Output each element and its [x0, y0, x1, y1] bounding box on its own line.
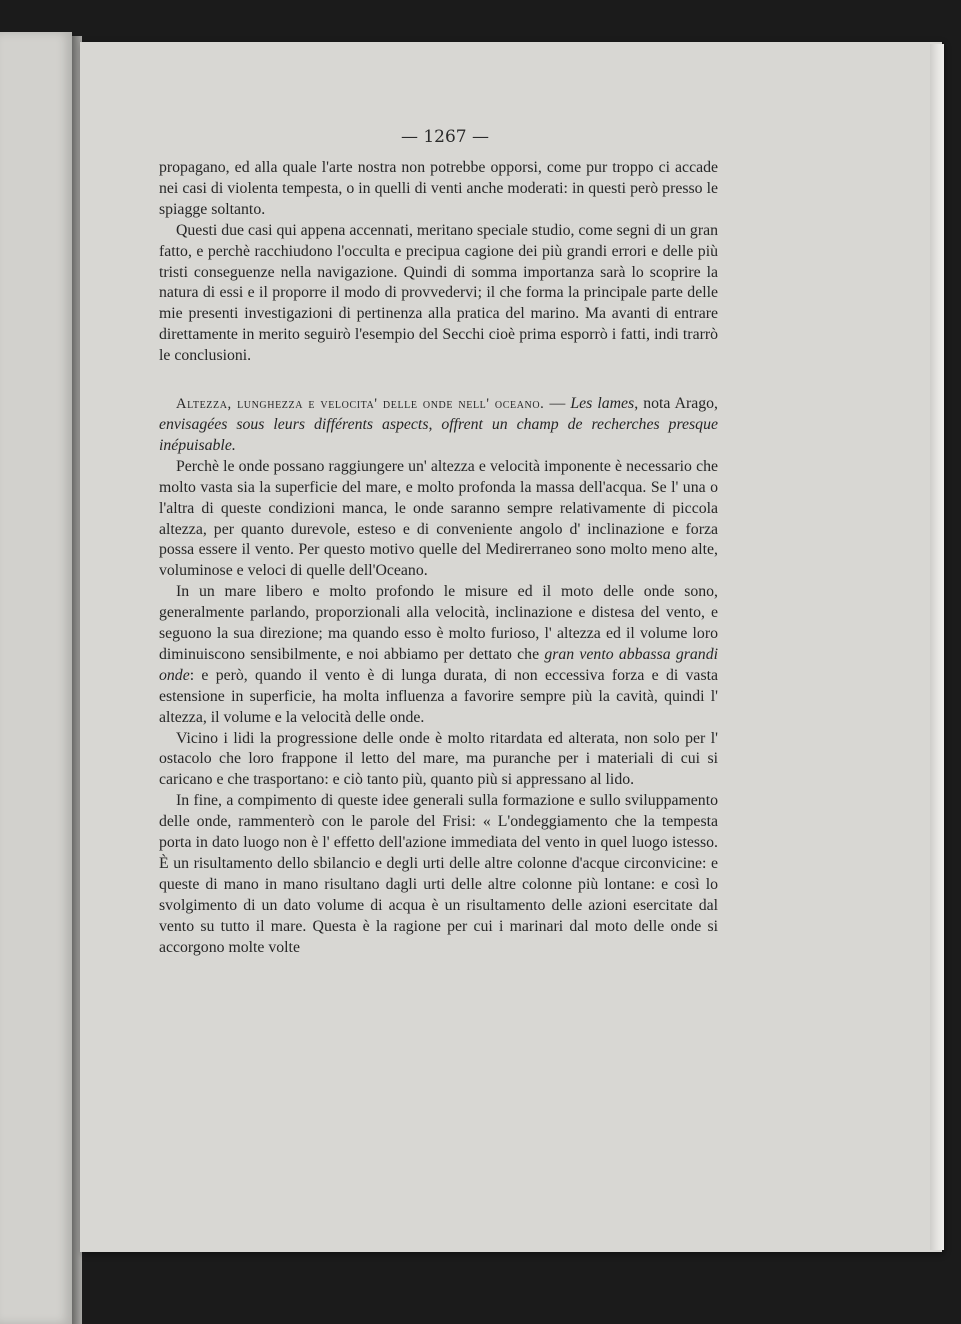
- paragraph-frisi-quote: In fine, a compimento di queste idee generali sulla formazione e sullo sviluppamento delle onde, rammenterò con le parole del Frisi: « L'ondeggiamento che la tempesta porta in dato luogo non è l' effetto dell'azione immediata del vento in quel luogo istesso. È un risultamento dello sbilancio e degli urti delle altre colonne d'acque circonvicine: e queste di mano in mano risultano dagli urti delle altre colonne più lontane: e così lo svolgimento di un dato volume di acqua è un risultamento delle azioni esercitate dal vento su tutto il mare. Questa è la ragione per cui i marinari dal moto delle onde si accorgono molte volte: [159, 792, 718, 956]
- arago-quote-end: envisagées sous leurs différents aspects, offrent un champ de recherches presque inépuisable.: [159, 415, 718, 454]
- open-sea-text-b: : e però, quando il vento è di lunga durata, di non eccessiva forza e di vasta estensione in superficie, ha molta influenza a favorire sempre più la cavità, quindi l' altezza, il volume e la velocità delle onde.: [159, 666, 718, 726]
- paragraph-continuation: propagano, ed alla quale l'arte nostra non potrebbe opporsi, come pur troppo ci accade nei casi di violenta tempesta, o in quelli di venti anche moderati: in questi però presso le spiagge soltanto.: [159, 159, 718, 218]
- paragraph-near-shore: Vicino i lidi la progressione delle onde è molto ritardata ed alterata, non solo per l' ostacolo che loro frappone il letto del mare, ma puranche per i materiali di cui si caricano e che trasportano: e ciò tanto più, quanto più si appressano al lido.: [159, 729, 718, 789]
- paragraph-open-sea: [159, 582, 718, 728]
- proverb-italic: gran vento abbassa grandi onde: [159, 645, 718, 684]
- section-spacer: [159, 367, 718, 394]
- section-heading-paragraph: [159, 394, 718, 457]
- paragraph-wave-height: Perchè le onde possano raggiungere un' altezza e velocità imponente è necessario che molto vasta sia la superficie del mare, e molto profonda la massa dell'acqua. Se l' una o l'altra di queste condizioni manca, le onde saranno sempre relativamente di piccola altezza, per quanto durevole, esteso e di conveniente angolo d' inclinazione e forza possa essere il vento. Per questo motivo quelle del Medirerraneo sono molto meno alte, voluminose e veloci di quelle dell'Oceano.: [159, 457, 718, 580]
- paragraph-two-cases: Questi due casi qui appena accennati, meritano speciale studio, come segni di un gran fatto, e perchè racchiudono l'occulta e precipua cagione dei più grandi errori e delle più tristi conseguenze nella navigazione. Quindi di somma importanza sarà lo scoprire la natura di essi e il proporre il modo di provvedervi; il che forma la principale parte delle mie presenti investigazioni di pertinenza alla pratica del marino. Ma avanti di entrare direttamente in merito seguirò l'esempio del Secchi cioè prima esporrò i fatti, indi trarrò le conclusioni.: [159, 221, 718, 365]
- arago-attribution: , nota Arago,: [634, 395, 719, 413]
- left-page-edge: [0, 32, 72, 1324]
- heading-dash: —: [544, 395, 571, 413]
- section-heading: Altezza, lunghezza e velocita' delle onde nell' oceano.: [176, 396, 545, 413]
- page-number: — 1267 —: [400, 127, 490, 147]
- page-body-text: [159, 158, 718, 959]
- arago-quote-start: Les lames: [570, 395, 635, 413]
- open-sea-text-a: In un mare libero e molto profondo le misure ed il moto delle onde sono, generalmente parlando, proporzionali alla velocità, inclinazione e distesa del vento, e seguono la sua direzione; ma quando esso è molto furioso, l' altezza ed il volume loro diminuiscono sensibilmente, e noi abbiamo per dettato che: [159, 583, 718, 663]
- page-right-edge: [930, 44, 944, 1250]
